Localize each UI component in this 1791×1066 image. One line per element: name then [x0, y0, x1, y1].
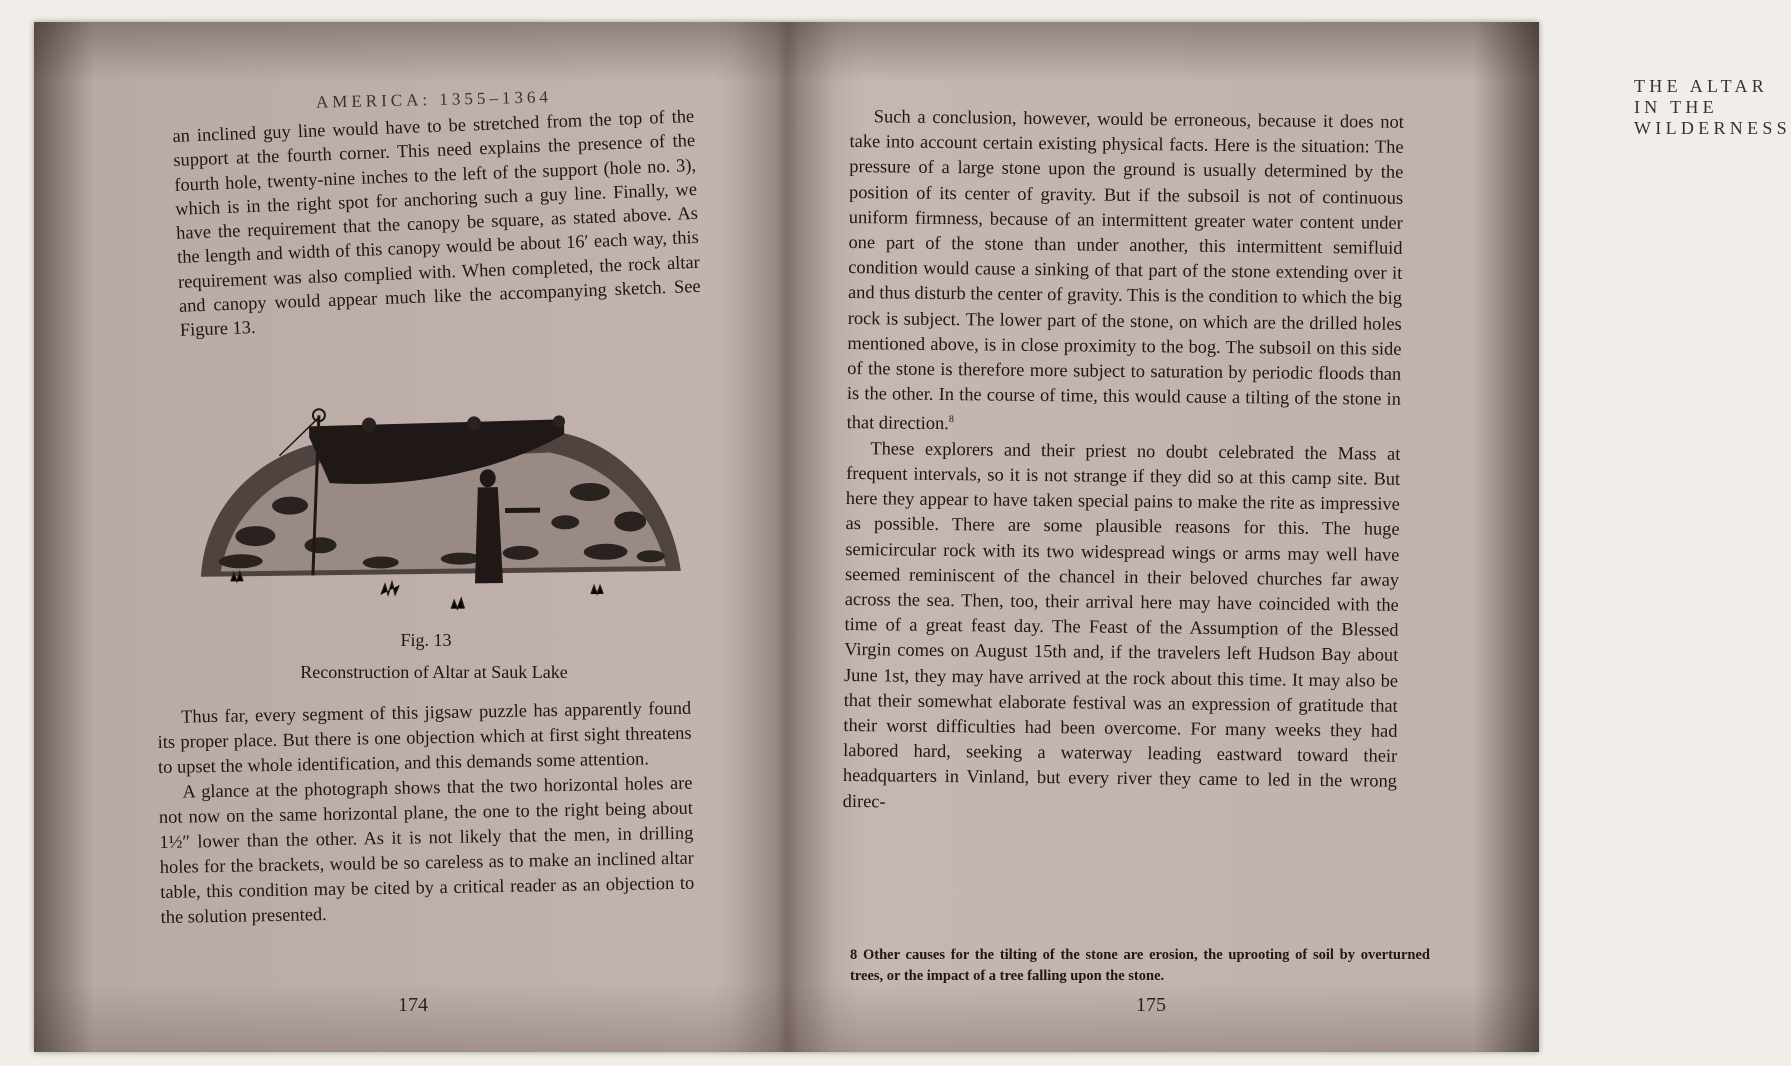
paragraph-conclusion	[847, 104, 1404, 442]
figure-caption: Reconstruction of Altar at Sauk Lake	[300, 662, 568, 682]
right-main-text	[843, 104, 1404, 820]
left-bottom-text	[157, 696, 695, 930]
left-page	[34, 22, 786, 1052]
left-page-number: 174	[398, 994, 428, 1016]
right-running-head: THE ALTAR IN THE WILDERNESS	[1634, 76, 1791, 138]
paragraph-jigsaw: Thus far, every segment of this jigsaw puzzle has apparently found its proper place. But there is one objection which at first sight threatens to upset the whole identification, and this demands some attention.	[157, 697, 692, 777]
altar-sketch-figure	[159, 381, 692, 623]
right-page-number: 175	[1136, 994, 1166, 1016]
paragraph-explorers: These explorers and their priest no doubt celebrated the Mass at frequent intervals, so it is not strange if they did so at this camp site. But here they appear to have taken special pains to make the rite as impressive as possible. There are some plausible reasons for this. The huge semicircular rock with its two widespread wings or arms may well have seemed reminiscent of the chancel in their beloved churches far away across the sea. Then, too, their arrival here may have coincided with the time of a great feast day. The Feast of the Assumption of the Blessed Virgin comes on August 15th and, if the travelers left Hudson Bay about June 1st, they may have arrived at the rock about this time. It may also be that their somewhat elaborate festival was an expression of gratitude that their worst difficulties had been overcome. For many weeks they had labored hard, seeking a waterway leading eastward toward their headquarters in Vinland, but every river they came to led in the wrong direc-	[842, 437, 1401, 812]
open-book	[34, 22, 1791, 1052]
left-running-head: AMERICA: 1355–1364	[315, 87, 553, 112]
footnote: 8 Other causes for the tilting of the stone are erosion, the uprooting of soil by overturned trees, or the impact of a tree falling upon the stone.	[850, 947, 1430, 984]
paragraph-photograph: A glance at the photograph shows that the two horizontal holes are not now on the same horizontal plane, the one to the right being about 1½″ lower than the other. As it is not likely that the men, in drilling holes for the brackets, would be so careless as to make an inclined altar table, this condition may be cited by a critical reader as an objection to the solution presented.	[158, 772, 695, 927]
paragraph-canopy: an inclined guy line would have to be stretched from the top of the support at the fourth corner. This need explains the presence of the fourth hole, twenty-nine inches to the left of the support (hole no. 3), which is in the right spot for anchoring such a guy line. Finally, we have the requirement that the canopy be square, as stated above. As the length and width of this canopy would be about 16′ each way, this requirement was also complied with. When completed, the rock altar and canopy would appear much like the accompanying sketch. See Figure 13.	[172, 105, 701, 341]
paragraph-conclusion-text: Such a conclusion, however, would be erroneous, because it does not take into account certain existing physical facts. Here is the situation: The pressure of a large stone upon the ground is usually determined by the position of its center of gravity. But if the subsoil is not of continuous uniform firmness, because of an intermittent greater water content under one part of the stone than under another, this intermittent semifluid condition would cause a sinking of that part of the stone extending over it and thus disturb the center of gravity. This is the condition to which the big rock is subject. The lower part of the stone, on which are the drilled holes mentioned above, is in close proximity to the bog. The subsoil on this side of the stone is therefore more subject to saturation by periodic floods than is the other. In the course of time, this would cause a tilting of the stone in that direction.	[846, 106, 1404, 434]
right-page	[786, 22, 1791, 1052]
figure-label: Fig. 13	[400, 630, 452, 650]
footnote-marker: 8	[948, 414, 954, 426]
left-top-text	[172, 104, 702, 343]
